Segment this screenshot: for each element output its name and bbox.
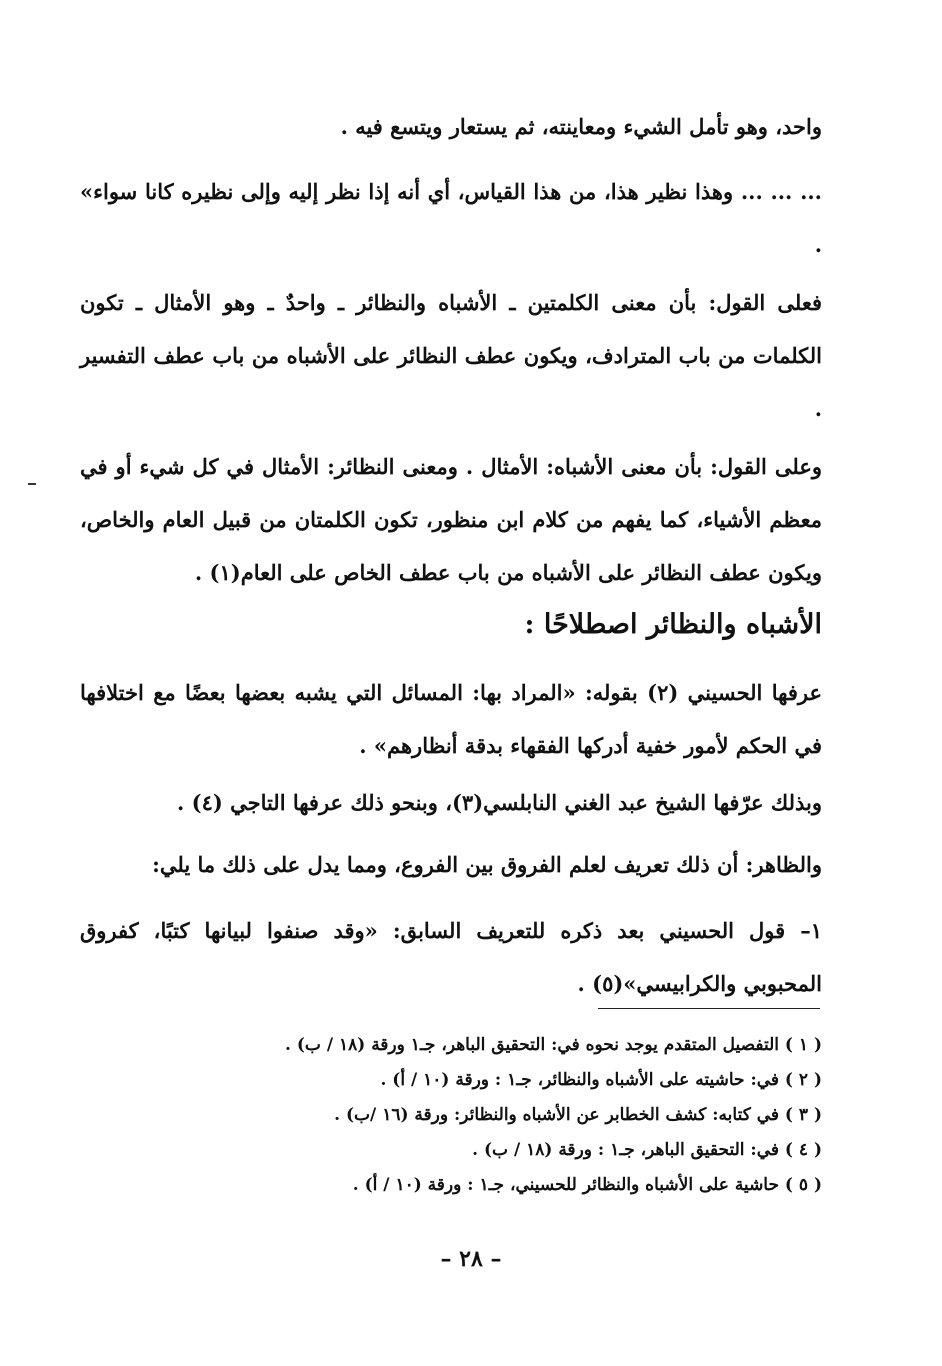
footnote-3: ( ٣ ) في كتابه: كشف الخطابر عن الأشباه والنظائر: ورقة (١٦ /ب) . bbox=[334, 1105, 822, 1125]
paragraph-1: واحد، وهو تأمل الشيء ومعاينته، ثم يستعار ويتسع فيه . bbox=[340, 114, 822, 139]
footnote-2: ( ٢ ) في: حاشيته على الأشباه والنظائر، جـ١ : ورقة (١٠ / أ) . bbox=[380, 1070, 822, 1090]
footnote-separator bbox=[598, 1008, 820, 1009]
paragraph-3: فعلى القول: بأن معنى الكلمتين ـ الأشباه والنظائر ـ واحدٌ ـ وهو الأمثال ـ تكون الكلمات من باب المترادف، ويكون عطف النظائر على الأشباه من باب عطف التفسير . bbox=[80, 290, 822, 421]
paragraph-6: وبذلك عرّفها الشيخ عبد الغني النابلسي(٣)، وبنحو ذلك عرفها التاجي (٤) . bbox=[177, 790, 822, 815]
footnote-1: ( ١ ) التفصيل المتقدم يوجد نحوه في: التحقيق الباهر، جـ١ ورقة (١٨ / ب) . bbox=[285, 1035, 822, 1055]
paragraph-4: وعلى القول: بأن معنى الأشباه: الأمثال . ومعنى النظائر: الأمثال في كل شيء أو في معظم الأشياء، كما يفهم من كلام ابن منظور، تكون الكلمتان من قبيل العام والخاص، ويكون عطف النظائر على الأشباه من باب عطف الخاص على العام(١) . bbox=[80, 454, 822, 585]
footnote-5: ( ٥ ) حاشية على الأشباه والنظائر للحسيني، جـ١ : ورقة (١٠ / أ) . bbox=[352, 1175, 822, 1195]
paragraph-2: ... ... ... وهذا نظير هذا، من هذا القياس، أي أنه إذا نظر إليه وإلى نظيره كانا سواء» . bbox=[80, 179, 822, 257]
footnote-4: ( ٤ ) في: التحقيق الباهر، جـ١ : ورقة (١٨ / ب) . bbox=[472, 1140, 822, 1160]
footnotes-list bbox=[140, 1028, 822, 1203]
paragraph-5: عرفها الحسيني (٢) بقوله: «المراد بها: المسائل التي يشبه بعضها بعضًا مع اختلافها في الحكم لأمور خفية أدركها الفقهاء بدقة أنظارهم» . bbox=[80, 680, 823, 758]
paragraph-8: ١– قول الحسيني بعد ذكره للتعريف السابق: «وقد صنفوا لبيانها كتبًا، كفروق المحبوبي والكرابيسي»(٥) . bbox=[80, 918, 822, 996]
page-number: – ٢٨ – bbox=[440, 1246, 502, 1272]
margin-mark bbox=[28, 483, 36, 485]
paragraph-7: والظاهر: أن ذلك تعريف لعلم الفروق بين الفروع، ومما يدل على ذلك ما يلي: bbox=[152, 852, 822, 877]
section-heading: الأشباه والنظائر اصطلاحًا : bbox=[524, 609, 822, 640]
